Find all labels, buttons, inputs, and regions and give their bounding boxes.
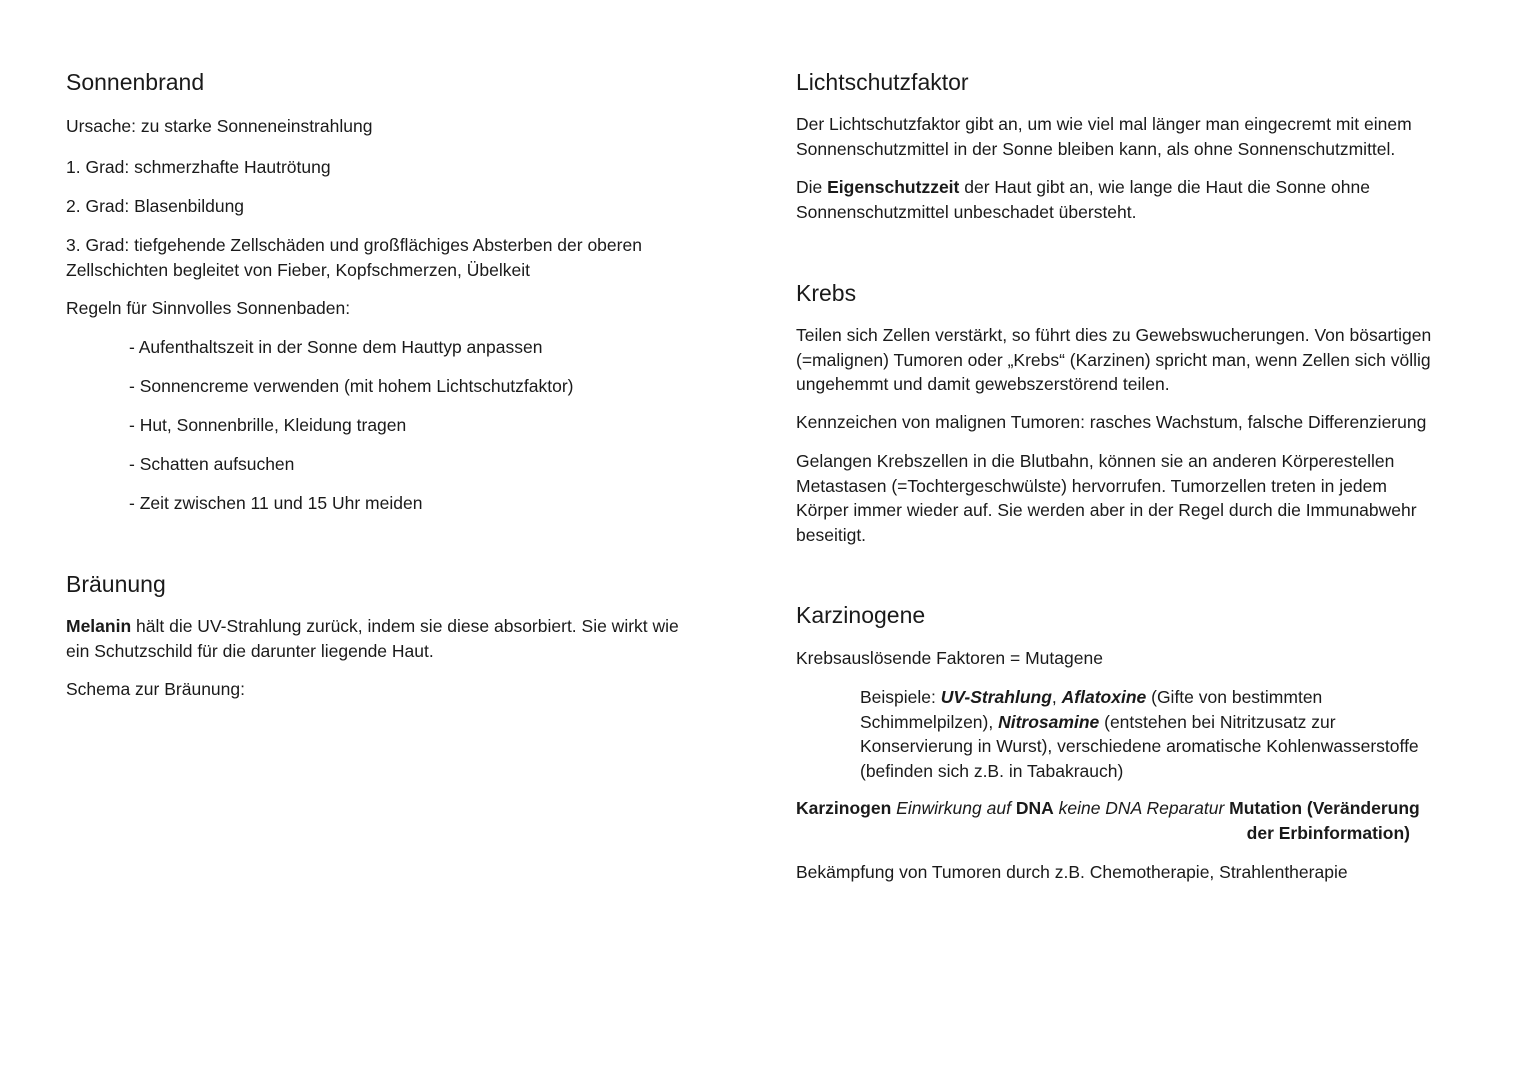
nitrosamine-term: Nitrosamine <box>998 711 1100 732</box>
aflatoxine-rest: (Gifte von bestimmten <box>1146 687 1323 707</box>
krebs-p1-line3: ungehemmt und damit gewebszerstörend teilen. <box>796 374 1170 394</box>
regeln-title: Regeln für Sinnvolles Sonnenbaden: <box>66 298 351 318</box>
lsf-paragraph-1 <box>796 112 1412 161</box>
karzinogen-chain <box>796 796 1476 845</box>
ursache-text: Ursache: zu starke Sonneneinstrahlung <box>66 116 373 136</box>
beispiele-line4: (befinden sich z.B. in Tabakrauch) <box>860 760 1124 781</box>
lsf-paragraph-2 <box>796 175 1370 224</box>
grad3-text <box>66 233 642 282</box>
lsf-p2-line2: Sonnenschutzmittel unbeschadet übersteht. <box>796 201 1137 222</box>
chain-line1 <box>796 796 1476 821</box>
lsf-p2-rest: der Haut gibt an, wie lange die Haut die Sonne ohne <box>959 177 1370 197</box>
heading-braeunung: Bräunung <box>66 571 166 597</box>
bekaempfung-text: Bekämpfung von Tumoren durch z.B. Chemotherapie, Strahlentherapie <box>796 862 1348 882</box>
chain-keine-reparatur: keine DNA Reparatur <box>1053 798 1230 818</box>
uv-strahlung-term: UV-Strahlung <box>940 687 1052 707</box>
krebs-p3-line4: beseitigt. <box>796 524 867 545</box>
grad3-line2: Zellschichten begleitet von Fieber, Kopfschmerzen, Übelkeit <box>66 259 530 280</box>
chain-mutation: Mutation (Veränderung <box>1229 798 1420 818</box>
list-item: - Zeit zwischen 11 und 15 Uhr meiden <box>129 493 423 513</box>
schema-label: Schema zur Bräunung: <box>66 679 245 699</box>
list-item: - Aufenthaltszeit in der Sonne dem Hauttyp anpassen <box>129 337 543 357</box>
krebs-p1-line2: (=malignen) Tumoren oder „Krebs“ (Karzinen) spricht man, wenn Zellen sich völlig <box>796 349 1431 370</box>
beispiele-block <box>860 685 1419 783</box>
beispiele-label: Beispiele: <box>860 687 941 707</box>
melanin-line2: ein Schutzschild für die darunter liegende Haut. <box>66 640 434 661</box>
aflatoxine-term: Aflatoxine <box>1061 687 1147 707</box>
grad3-line1: 3. Grad: tiefgehende Zellschäden und großflächiges Absterben der oberen <box>66 235 642 255</box>
beispiele-line3: Konservierung in Wurst), verschiedene aromatische Kohlenwasserstoffe <box>860 736 1419 756</box>
lsf-p1-line1: Der Lichtschutzfaktor gibt an, um wie viel mal länger man eingecremt mit einem <box>796 114 1412 134</box>
chain-karzinogen: Karzinogen <box>796 798 892 818</box>
list-item: - Schatten aufsuchen <box>129 454 295 474</box>
krebs-paragraph-1 <box>796 323 1431 397</box>
krebs-p1-line1: Teilen sich Zellen verstärkt, so führt dies zu Gewebswucherungen. Von bösartigen <box>796 325 1432 345</box>
chain-tail: der Erbinformation) <box>1246 822 1410 843</box>
heading-lichtschutzfaktor: Lichtschutzfaktor <box>796 69 969 95</box>
heading-sonnenbrand: Sonnenbrand <box>66 69 205 95</box>
eigenschutzzeit-term: Eigenschutzzeit <box>827 177 960 197</box>
lsf-p1-line2: Sonnenschutzmittel in der Sonne bleiben kann, als ohne Sonnenschutzmittel. <box>796 138 1396 159</box>
grad1-text: 1. Grad: schmerzhafte Hautrötung <box>66 157 331 177</box>
krebs-paragraph-3 <box>796 449 1417 547</box>
list-item: - Hut, Sonnenbrille, Kleidung tragen <box>129 415 407 435</box>
lsf-p2-pre: Die <box>796 177 828 197</box>
heading-krebs: Krebs <box>796 280 857 306</box>
krebs-p3-line2: Metastasen (=Tochtergeschwülste) hervorrufen. Tumorzellen treten in jedem <box>796 475 1387 496</box>
chain-dna: DNA <box>1015 798 1054 818</box>
nitrosamine-rest: (entstehen bei Nitritzusatz zur <box>1099 711 1336 732</box>
beispiele-line2-pre: Schimmelpilzen), <box>860 711 999 732</box>
krebs-p3-line3: Körper immer wieder auf. Sie werden aber in der Regel durch die Immunabwehr <box>796 500 1417 520</box>
melanin-term: Melanin <box>66 616 132 636</box>
krebs-paragraph-2: Kennzeichen von malignen Tumoren: rasches Wachstum, falsche Differenzierung <box>796 412 1427 432</box>
melanin-line1-rest: hält die UV-Strahlung zurück, indem sie diese absorbiert. Sie wirkt wie <box>131 616 679 636</box>
heading-karzinogene: Karzinogene <box>796 602 926 628</box>
beispiele-comma: , <box>1051 687 1062 707</box>
karzinogene-intro: Krebsauslösende Faktoren = Mutagene <box>796 648 1103 668</box>
krebs-p3-line1: Gelangen Krebszellen in die Blutbahn, können sie an anderen Körperestellen <box>796 451 1395 471</box>
grad2-text: 2. Grad: Blasenbildung <box>66 196 245 216</box>
chain-einwirkung: Einwirkung auf <box>891 798 1016 818</box>
list-item: - Sonnencreme verwenden (mit hohem Lichtschutzfaktor) <box>129 376 574 396</box>
melanin-paragraph <box>66 614 679 663</box>
